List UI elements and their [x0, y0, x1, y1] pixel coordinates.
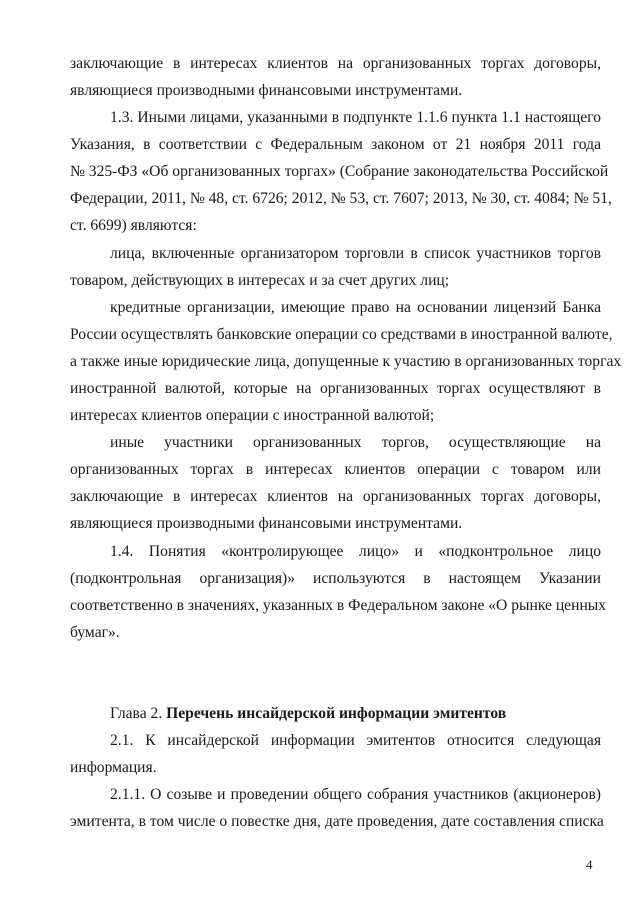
text-line: являющиеся производными финансовыми инструментами.: [70, 82, 463, 99]
chapter-number: Глава 2.: [110, 705, 167, 722]
text-line: 2.1.1. О созыве и проведении общего собрания участников (акционеров): [110, 786, 601, 803]
text-line: организованных торгах в интересах клиентов операции с товаром или: [70, 461, 601, 478]
text-line: 1.3. Иными лицами, указанными в подпункте 1.1.6 пункта 1.1 настоящего: [110, 109, 601, 126]
text-line: являющиеся производными финансовыми инструментами.: [70, 515, 463, 532]
text-line: информация.: [70, 759, 157, 776]
text-line: заключающие в интересах клиентов на организованных торгах договоры,: [70, 488, 601, 505]
text-line: кредитные организации, имеющие право на основании лицензий Банка: [110, 299, 601, 316]
text-line: № 325-ФЗ «Об организованных торгах» (Собрание законодательства Российской: [70, 163, 609, 180]
text-line: Федерации, 2011, № 48, ст. 6726; 2012, № 53, ст. 7607; 2013, № 30, ст. 4084; № 51,: [70, 190, 612, 207]
text-line: интересах клиентов операции с иностранной валютой;: [70, 407, 435, 424]
text-line: товаром, действующих в интересах и за счет других лиц;: [70, 272, 450, 289]
text-line: иные участники организованных торгов, осуществляющие на: [110, 434, 601, 451]
chapter-title: Перечень инсайдерской информации эмитентов: [166, 705, 507, 722]
text-line: ст. 6699) являются:: [70, 217, 197, 234]
text-line: иностранной валютой, которые на организованных торгах осуществляют в: [70, 380, 601, 397]
text-line: бумаг».: [70, 624, 120, 641]
page-number: 4: [586, 857, 593, 872]
text-line: а также иные юридические лица, допущенные к участию в организованных торгах: [70, 353, 622, 370]
text-line: соответственно в значениях, указанных в Федеральном законе «О рынке ценных: [70, 597, 607, 614]
text-line: 1.4. Понятия «контролирующее лицо» и «подконтрольное лицо: [110, 543, 601, 560]
text-line: эмитента, в том числе о повестке дня, дате проведения, дате составления списка: [70, 813, 604, 830]
text-line: заключающие в интересах клиентов на организованных торгах договоры,: [70, 55, 601, 72]
text-line: (подконтрольная организация)» используются в настоящем Указании: [70, 570, 601, 587]
chapter-heading: [110, 705, 506, 723]
text-line: лица, включенные организатором торговли в список участников торгов: [110, 245, 601, 262]
text-line: России осуществлять банковские операции со средствами в иностранной валюте,: [70, 326, 613, 343]
text-line: Указания, в соответствии с Федеральным законом от 21 ноября 2011 года: [70, 136, 601, 153]
text-line: 2.1. К инсайдерской информации эмитентов относится следующая: [110, 732, 601, 749]
